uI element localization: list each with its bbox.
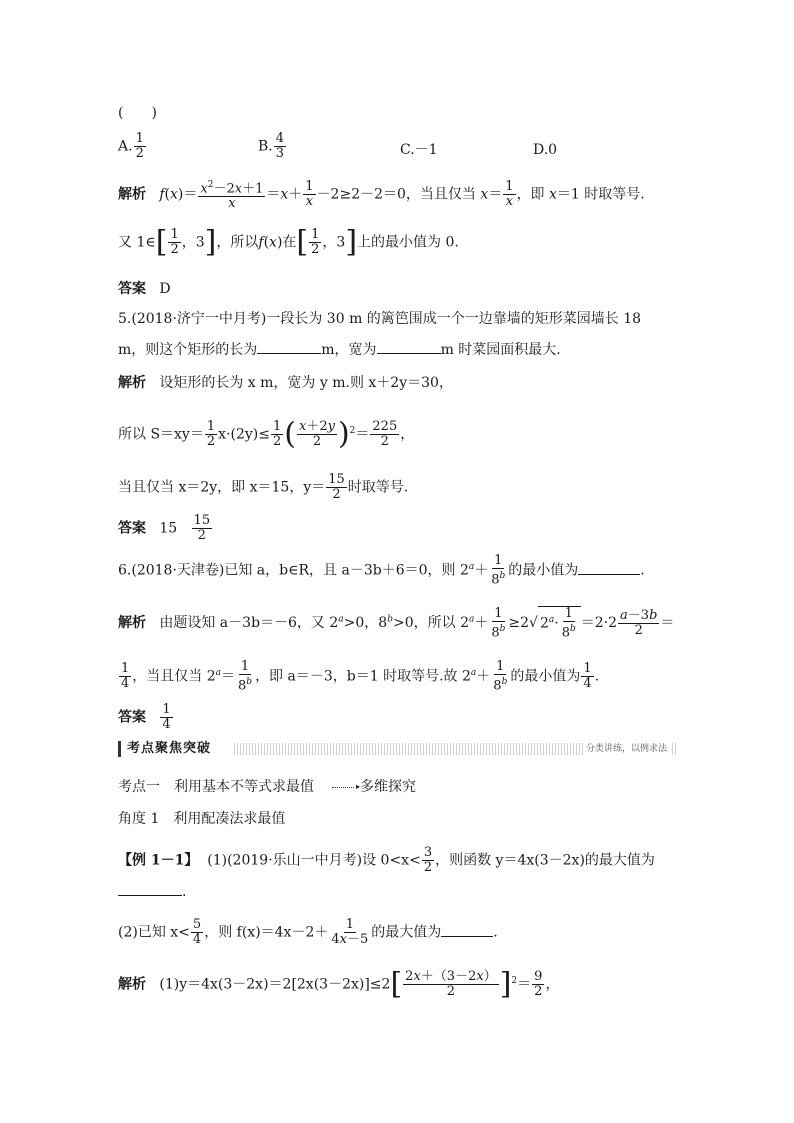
example-solution-line1: 解析 (1)y＝4x(3－2x)＝2[2x(3－2x)]≤2[ $\frac{2x+(3-2x)}{2}$ ]$^2$＝ $\frac{9}{2}$ ， bbox=[118, 966, 560, 1002]
q5-stem-line2: m，则这个矩形的长为 m，宽为 m 时菜园面积最大. bbox=[118, 342, 561, 358]
q4-option-d: D.0 bbox=[533, 142, 558, 158]
q6-solution-line2: $\frac{1}{4}$ ，当且仅当 $2^a=$ $\frac{1}{8^b}$ ，即 a＝－3，b＝1 时取等号.故 $2^a+$ $\frac{1}{8^b}$ 的最小值为 $\frac{1}{4}$ . bbox=[121, 659, 600, 694]
q5-solution-line3: 当且仅当 x＝2y，即 x＝15，y＝ $\frac{15}{2}$ 时取等号. bbox=[118, 472, 409, 502]
section-banner bbox=[118, 741, 676, 757]
q4-paren: ( ) bbox=[118, 105, 157, 121]
q5-solution-line1: 解析 设矩形的长为 x m，宽为 y m.则 x＋2y＝30， bbox=[118, 375, 453, 391]
q4-option-b: B. $\frac{4}{3}$ bbox=[258, 131, 285, 161]
example-part1-blank: . bbox=[118, 882, 186, 902]
q6-stem: 6.(2018·天津卷)已知 a，b∈R，且 a－3b＋6＝0，则 $2^a+$ $\frac{1}{8^b}$ 的最小值为 . bbox=[118, 553, 645, 588]
q5-stem-line1: 5.(2018·济宁一中月考)一段长为 30 m 的篱笆围成一个一边靠墙的矩形菜园墙长 18 bbox=[118, 311, 642, 327]
banner-subtitle: 分类讲练，以例求法 bbox=[583, 742, 670, 756]
banner-title: 考点聚焦突破 bbox=[118, 741, 217, 757]
arrow-right-icon: ▸ bbox=[356, 782, 361, 791]
example-part1: 【例 1－1】 (1)(2019·乐山一中月考)设 0<x< $\frac{3}{2}$ ，则函数 y＝4x(3－2x)的最大值为 bbox=[118, 845, 655, 875]
q5-answer: 答案 15 $\frac{15}{2}$ bbox=[118, 513, 211, 543]
example-part2: (2)已知 x< $\frac{5}{4}$ ，则 f(x)＝4x－2＋ $\frac{1}{4x-5}$ 的最大值为 . bbox=[118, 917, 498, 947]
q4-option-a: A. $\frac{1}{2}$ bbox=[118, 131, 144, 161]
q4-answer: 答案 D bbox=[118, 281, 171, 297]
jiaodu-heading: 角度 1 利用配凑法求最值 bbox=[118, 811, 286, 827]
q6-answer: 答案 $\frac{1}{4}$ bbox=[118, 702, 171, 732]
q5-solution-line2: 所以 S＝xy＝ $\frac{1}{2}$ x·(2y)≤ $\frac{1}{2}$ ( $\frac{x+2y}{2}$ )$^2$＝ $\frac{225}{2}$ ， bbox=[118, 416, 415, 452]
q4-solution-line1: 解析 f(x)＝ $\frac{x^2-2x+1}{x}$ ＝x＋ $\frac{1}{x}$ －2≥2－2＝0，当且仅当 x＝ $\frac{1}{x}$ ，即 x＝1 时取等号. bbox=[118, 179, 645, 212]
q4-option-c: C.－1 bbox=[400, 142, 438, 158]
q4-solution-line2: 又 1∈[ $\frac{1}{2}$ ，3]，所以f(x)在[ $\frac{1}{2}$ ，3]上的最小值为 0. bbox=[118, 224, 459, 260]
q6-solution-line1: 解析 由题设知 a－3b＝－6，又 $2^a>0$，$8^b>0$，所以 $2^a+$ $\frac{1}{8^b}$ ≥2√ $2^a\cdot$ $\frac{1}{8^b}$ ＝2·2 $\frac{a-3b}{2}$ ＝ bbox=[118, 605, 675, 641]
kaodian-heading: 考点一 利用基本不等式求最值 ▸多维探究 bbox=[118, 779, 417, 795]
